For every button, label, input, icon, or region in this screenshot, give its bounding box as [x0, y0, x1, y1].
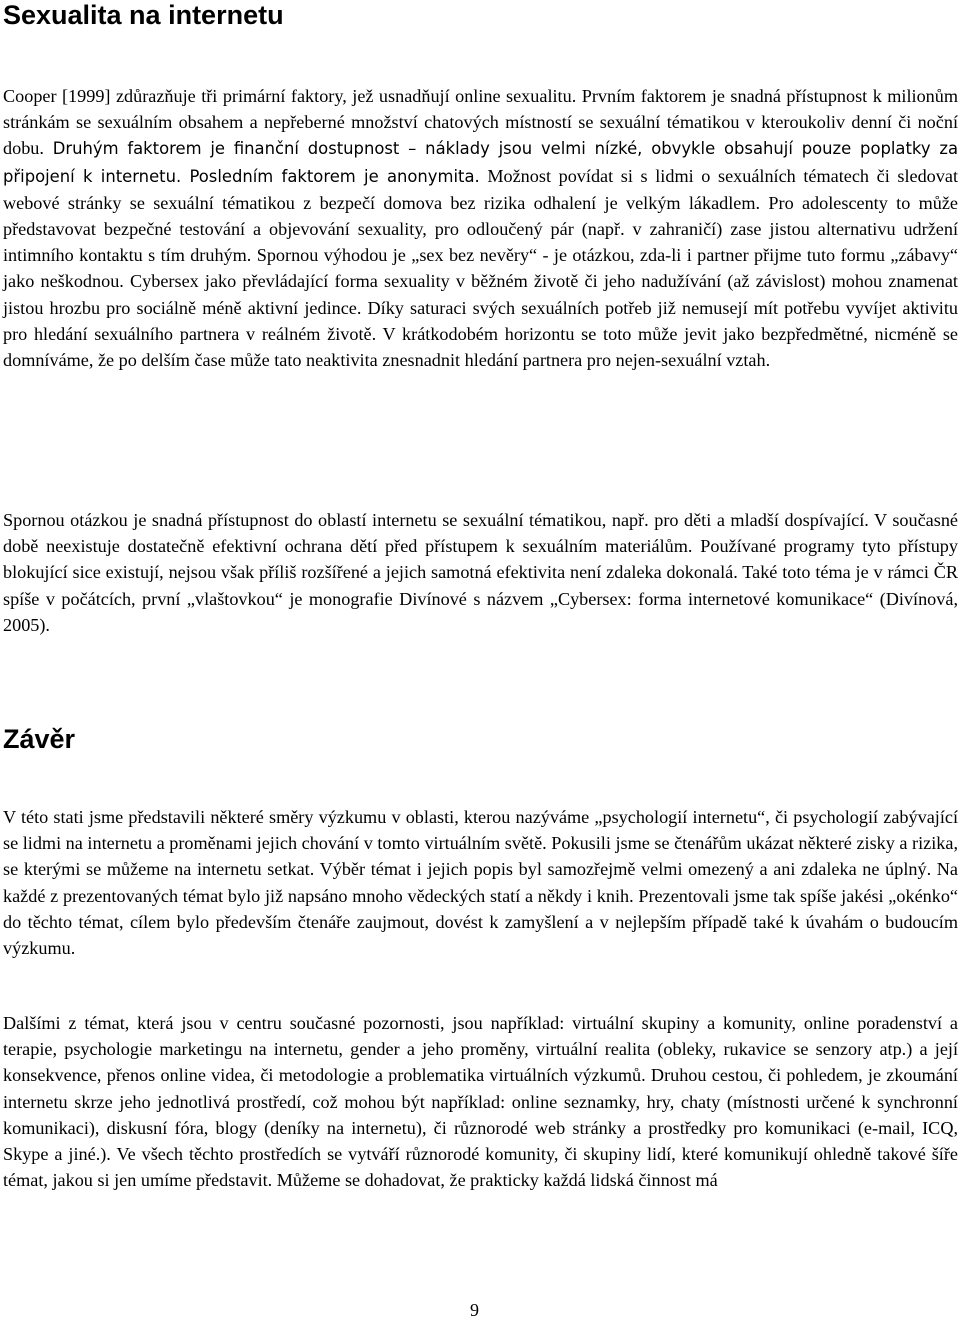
section-heading-sexualita: Sexualita na internetu: [3, 0, 284, 30]
section-heading-zaver: Závěr: [3, 724, 76, 754]
paragraph-other-topics: Dalšími z témat, která jsou v centru současné pozornosti, jsou například: virtuální skupiny a komunity, online poradenství a terapie, psychologie marketingu na internetu, gender a jeho proměny, virtuální realita (obleky, rukavice se senzory atp.) a její konsekvence, přenos online videa, či metodologie a problematika virtuálních výzkumů. Druhou cestou, či pohledem, je zkoumání internetu skrze jeho jednotlivá prostředí, což mohou být například: online seznamky, hry, chaty (místnosti určené k synchronní komunikaci), diskusní fóra, blogy (deníky na internetu), či různorodé web stránky a prostředky pro komunikaci (e-mail, ICQ, Skype a jiné.). Ve všech těchto prostředích se vytváří různorodé komunity, či skupiny lidí, které komunikují ohledně takové šíře témat, jakou si jen umíme představit. Můžeme se dohadovat, že prakticky každá lidská činnost má: [3, 1013, 958, 1191]
paragraph-segment: Druhým faktorem je finanční dostupnost – náklady jsou velmi nízké, obvykle obsahují pouze poplatky za připojení k internetu. Posledním faktorem je anonymita.: [3, 139, 958, 186]
paragraph-cooper-factors: [3, 83, 958, 373]
paragraph-conclusion: V této stati jsme představili některé směry výzkumu v oblasti, kterou nazýváme „psychologií internetu“, či psychologií zabývající se lidmi na internetu a proměnami jejich chování v tomto virtuálním světě. Pokusili jsme se čtenářům ukázat některé zisky a rizika, se kterými se můžeme na internetu setkat. Výběr témat i jejich popis byl samozřejmě velmi omezený a ani zdaleka ne úplný. Na každé z prezentovaných témat bylo již napsáno mnoho vědeckých statí a někdy i knih. Prezentovali jsme tak spíše jakési „okénko“ do těchto témat, cílem bylo především čtenáře zaujmout, dovést k zamyšlení a v nejlepším případě také k úvahám o budoucím výzkumu.: [3, 807, 958, 959]
paragraph-segment: Cooper [1999] zdůrazňuje tři primární faktory, jež usnadňují online sexualitu. Prvním faktorem je snadná přístupnost k milionům stránkám se sexuálním obsahem a nepřeberné množství chatových místností se sexuální tématikou v kteroukoliv denní či noční dobu.: [3, 86, 958, 159]
page-number: 9: [470, 1300, 479, 1320]
paragraph-accessibility: Spornou otázkou je snadná přístupnost do oblastí internetu se sexuální tématikou, např. pro děti a mladší dospívající. V současné době neexistuje dostatečně efektivní ochrana dětí před přístupem k sexuálním materiálům. Používané programy tyto přístupy blokující sice existují, nejsou však příliš rozšířené a jejich samotná efektivita není zdaleka dokonalá. Také toto téma je v rámci ČR spíše v počátcích, první „vlaštovkou“ je monografie Divínové s názvem „Cybersex: forma internetové komunikace“ (Divínová, 2005).: [3, 510, 958, 635]
paragraph-segment: Možnost povídat si s lidmi o sexuálních tématech či sledovat webové stránky se sexuální tématikou z bezpečí domova bez rizika odhalení je velkým lákadlem. Pro adolescenty to může představovat bezpečné testování a objevování sexuality, pro odloučený pár (např. v zahraničí) zase jistou alternativu udržení intimního kontaktu s tím druhým. Spornou výhodou je „sex bez nevěry“ - je otázkou, zda-li i partner přijme tuto formu „zábavy“ jako neškodnou. Cybersex jako převládající forma sexuality v běžném životě či jeho nadužívání (až závislost) mohou znamenat jistou hrozbu pro sociálně méně aktivní jedince. Díky saturaci svých sexuálních potřeb již nemusejí mít potřebu vyvíjet aktivitu pro hledání sexuálního partnera v reálném životě. V krátkodobém horizontu se toto může jevit jako bezpředmětné, nicméně se domníváme, že po delším čase může tato neaktivita znesnadnit hledání partnera pro nejen-sexuální vztah.: [3, 165, 959, 371]
